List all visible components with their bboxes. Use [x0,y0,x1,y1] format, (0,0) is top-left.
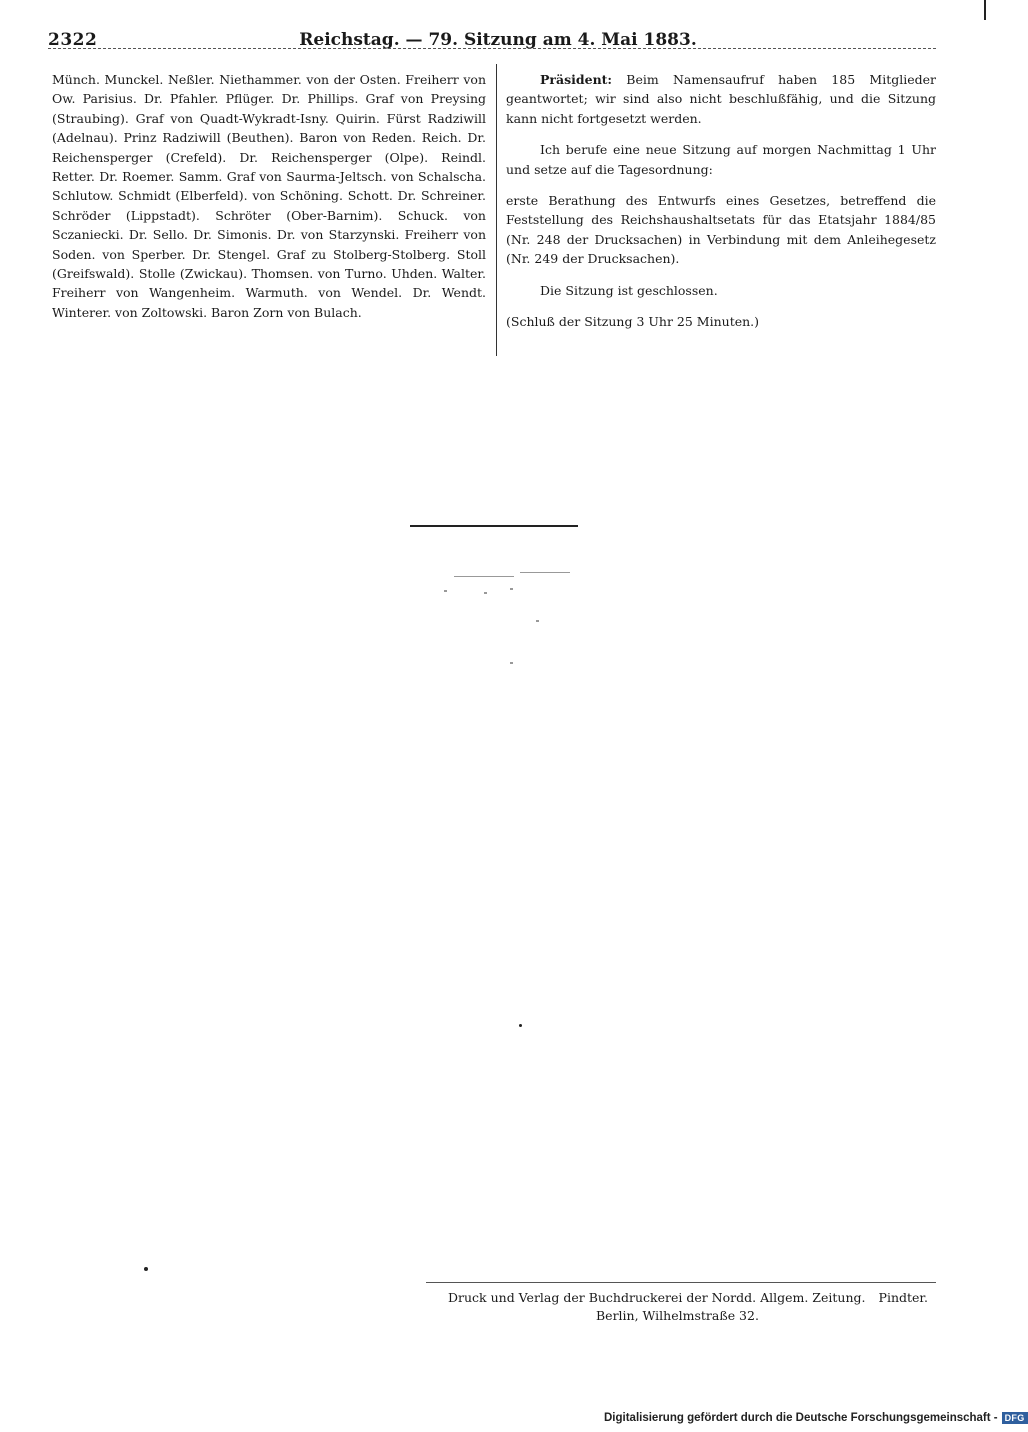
imprint-publisher-line [448,1290,928,1305]
section-end-rule [410,525,578,527]
imprint [420,1282,940,1332]
running-title: Reichstag. — 79. Sitzung am 4. Mai 1883. [299,30,697,50]
print-bleed-marks [440,570,580,670]
right-column [506,70,936,331]
imprint-publisher: Druck und Verlag der Buchdruckerei der Nordd. Allgem. Zeitung. [448,1290,866,1305]
imprint-printer: Pindter. [878,1290,928,1305]
page-number: 2322 [48,30,98,50]
session-closed-text: Die Sitzung ist geschlossen. [540,282,718,298]
speaker-label: Präsident: [540,72,613,87]
next-session-paragraph: Ich berufe eine neue Sitzung auf morgen Nachmittag 1 Uhr und setze auf die Tagesordnung: [506,142,936,177]
president-statement-text: Beim Namensaufruf haben 185 Mitglieder geantwortet; wir sind also nicht beschlußfähig, und die Sitzung kann nicht fortgesetzt werden. [506,72,936,126]
header-rule [48,48,936,49]
stray-dot [519,1024,522,1027]
dfg-logo-icon: DFG [1002,1412,1028,1424]
imprint-rule [426,1282,936,1283]
stray-dot [144,1267,148,1271]
left-column-member-list: Münch. Munckel. Neßler. Niethammer. von der Osten. Freiherr von Ow. Parisius. Dr. Pfahler. Pflüger. Dr. Phillips. Graf von Preysing (Straubing). Graf von Quadt-Wykradt-Isny. Quirin. Fürst Radziwill (Adelnau). Prinz Radziwill (Beuthen). Baron von Reden. Reich. Dr. Reichensperger (Crefeld). Dr. Reichensperger (Olpe). Reindl. Retter. Dr. Roemer. Samm. Graf von Saurma-Jeltsch. von Schalscha. Schlutow. Schmidt (Elberfeld). von Schöning. Schott. Dr. Schreiner. Schröder (Lippstadt). Schröter (Ober-Barnim). Schuck. von Sczaniecki. Dr. Sello. Dr. Simonis. Dr. von Starzynski. Freiherr von Soden. von Sperber. Dr. Stengel. Graf zu Stolberg-Stolberg. Stoll (Greifswald). Stolle (Zwickau). Thomsen. von Turno. Uhden. Walter. Freiherr von Wangenheim. Warmuth. von Wendel. Dr. Wendt. Winterer. von Zoltowski. Baron Zorn von Bulach. [52,72,486,320]
closing-note: (Schluß der Sitzung 3 Uhr 25 Minuten.) [506,314,760,330]
page-edge-mark [984,0,986,20]
president-statement [506,70,936,128]
agenda-item: erste Berathung des Entwurfs eines Gesetzes, betreffend die Feststellung des Reichshaushaltsetats für das Etatsjahr 1884/85 (Nr. 248 der Drucksachen) in Verbindung mit dem Anleihegesetz (Nr. 249 der Drucksachen). [506,193,936,267]
column-divider [496,64,497,356]
digitization-note: Digitalisierung gefördert durch die Deutsche Forschungsgemeinschaft - [604,1412,998,1425]
imprint-address: Berlin, Wilhelmstraße 32. [596,1308,759,1323]
digitization-footer [604,1412,1028,1426]
